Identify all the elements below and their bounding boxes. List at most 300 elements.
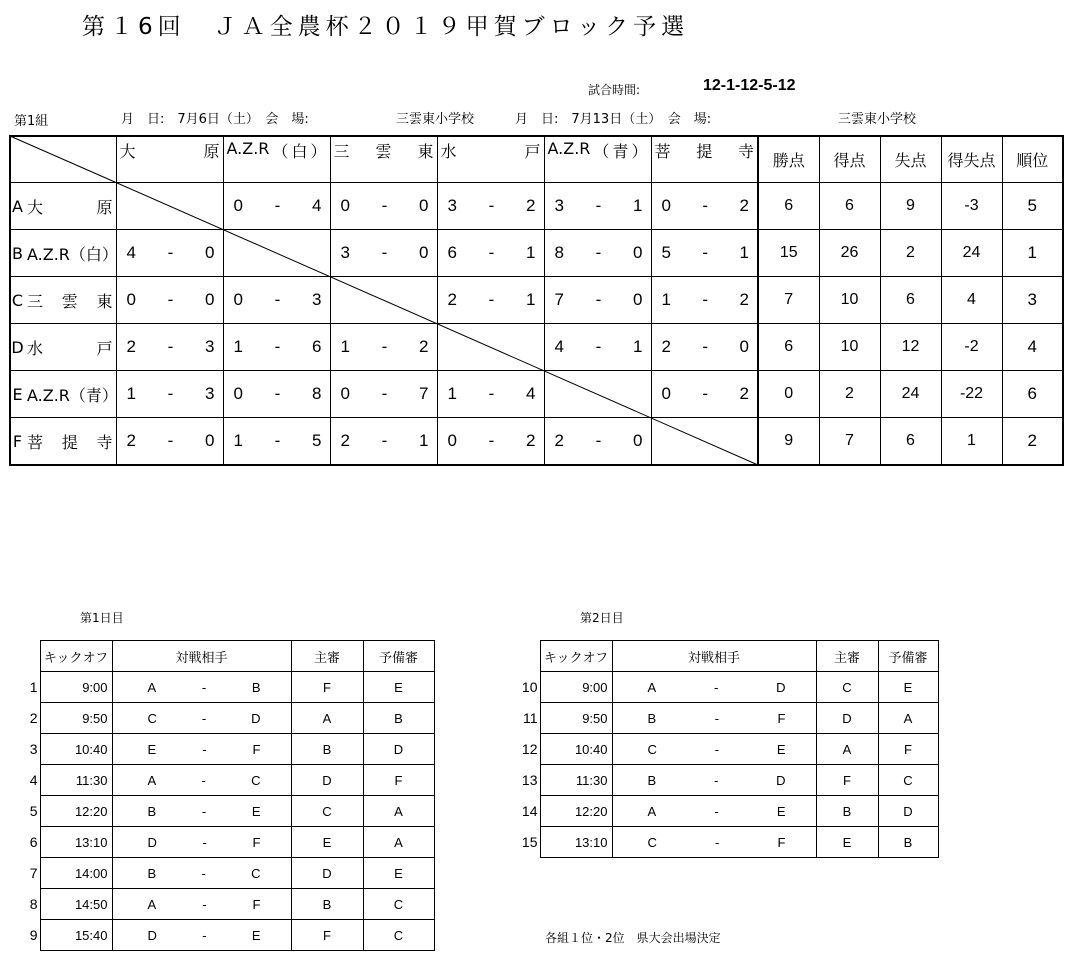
stat-value-text: 6 [1027, 384, 1037, 403]
match-away: D [776, 679, 786, 695]
score-away: 6 [312, 337, 322, 356]
score-dash: - [381, 431, 388, 450]
score-away: 2 [419, 337, 429, 356]
referee [291, 703, 363, 734]
match-number [511, 765, 540, 796]
score-home: 3 [447, 196, 457, 215]
match-dash: - [713, 679, 719, 695]
group-label: 第1組 [14, 114, 49, 129]
score-dash: - [595, 290, 602, 309]
score-dash: - [702, 243, 709, 262]
day1-schedule-table [14, 640, 435, 951]
reserve-referee-text: E [394, 679, 403, 695]
match-number [14, 858, 40, 889]
match-header [112, 641, 291, 672]
stat-value-text: 9 [906, 197, 915, 214]
row-letter-text: C [11, 290, 24, 310]
kickoff-time [40, 796, 112, 827]
stat-value-text: -3 [964, 197, 979, 214]
row-letter-text: E [12, 384, 23, 404]
score-home: 6 [447, 243, 457, 262]
referee-text: D [842, 710, 852, 726]
score-home: 1 [447, 384, 457, 403]
referee-text: F [843, 772, 851, 788]
reserve-referee-text: D [903, 803, 913, 819]
match-pair [112, 672, 291, 703]
score-home: 0 [233, 196, 243, 215]
match-away: C [251, 772, 261, 788]
score-dash: - [274, 196, 281, 215]
score-home: 0 [233, 384, 243, 403]
stat-value-text: 1 [967, 432, 976, 449]
schedule-row [14, 672, 434, 703]
kickoff-time [40, 703, 112, 734]
kickoff-time-text: 9:00 [82, 679, 108, 695]
schedule-header-row [511, 641, 938, 672]
referee-text: D [322, 772, 332, 788]
schedule-row [14, 703, 434, 734]
column-header-part: 水 [440, 142, 457, 161]
score-home: 4 [126, 243, 136, 262]
row-letter-text: A [12, 196, 23, 216]
score-dash: - [702, 337, 709, 356]
schedule-row [511, 796, 938, 827]
match-pair [612, 765, 816, 796]
match-home: A [647, 679, 657, 695]
kickoff-time-text: 13:10 [74, 834, 108, 850]
column-header-part: ） [310, 142, 327, 161]
match-number [14, 796, 40, 827]
stat-value-text: 1 [1027, 243, 1037, 262]
reserve-referee-text: E [394, 865, 403, 881]
match-number [14, 827, 40, 858]
match-pair [112, 703, 291, 734]
referee [291, 765, 363, 796]
row-team-name-part: 原 [96, 197, 113, 217]
score-dash: - [167, 337, 174, 356]
referee [816, 827, 878, 858]
match-home: B [147, 865, 157, 881]
column-header-part: 大 [119, 142, 136, 161]
score-dash: - [488, 384, 495, 403]
score-away: 0 [633, 290, 643, 309]
score-dash: - [702, 384, 709, 403]
reserve-referee-header-label: 予備審 [378, 649, 418, 665]
kickoff-time-text: 9:50 [582, 710, 608, 726]
match-home: A [147, 772, 157, 788]
kickoff-time [540, 672, 612, 703]
schedule-row [14, 858, 434, 889]
empty-cell [511, 641, 540, 672]
referee-text: E [322, 834, 332, 850]
score-dash: - [381, 196, 388, 215]
score-home: 2 [126, 431, 136, 450]
score-home: 7 [554, 290, 564, 309]
reserve-referee-text: C [393, 896, 404, 912]
match-number [14, 672, 40, 703]
stat-value-text: 2 [1027, 431, 1037, 450]
score-home: 0 [340, 384, 350, 403]
reserve-referee-header [878, 641, 938, 672]
column-header-part: 菩 [654, 142, 671, 161]
reserve-referee [363, 765, 434, 796]
match-pair [112, 858, 291, 889]
score-away: 3 [205, 384, 215, 403]
stat-value-text: 7 [845, 432, 854, 449]
schedule-row [14, 765, 434, 796]
match-number-text: 12 [521, 741, 538, 757]
stat-value-text: 2 [845, 385, 854, 402]
score-away: 4 [312, 196, 322, 215]
match-home: B [647, 710, 657, 726]
column-header-part: 三 [333, 142, 350, 161]
match-number-text: 5 [29, 803, 38, 819]
match-dash: - [714, 803, 719, 819]
reserve-referee-text: A [903, 710, 913, 726]
referee [816, 672, 878, 703]
qualification-note: 各組１位・2位 県大会出場決定 [545, 931, 721, 945]
reserve-referee [363, 796, 434, 827]
match-number [14, 765, 40, 796]
match-time-label: 試合時間: [588, 83, 641, 97]
score-home: 1 [126, 384, 136, 403]
score-dash: - [595, 196, 602, 215]
score-dash: - [381, 337, 388, 356]
score-dash: - [167, 243, 174, 262]
referee [291, 858, 363, 889]
score-dash: - [381, 243, 388, 262]
kickoff-header [40, 641, 112, 672]
column-header-part: A.Z.R [226, 139, 270, 158]
reserve-referee-text: A [394, 803, 403, 819]
match-home: E [147, 741, 157, 757]
match-home: C [647, 741, 657, 757]
schedule-row [14, 734, 434, 765]
stat-value-text: 6 [784, 197, 794, 214]
column-header-part: （ [593, 142, 610, 161]
referee [291, 920, 363, 951]
schedule-row [511, 765, 938, 796]
score-away: 7 [419, 384, 429, 403]
kickoff-time-text: 14:00 [74, 865, 108, 881]
match-away: E [251, 803, 261, 819]
reserve-referee-header-label: 予備審 [888, 649, 928, 665]
score-dash: - [274, 290, 281, 309]
match-time-value: 12-1-12-5-12 [703, 77, 796, 94]
score-home: 1 [233, 431, 243, 450]
match-home: B [147, 803, 157, 819]
match-home: A [647, 803, 657, 819]
referee [816, 765, 878, 796]
referee [816, 703, 878, 734]
kickoff-header-label: キックオフ [43, 649, 109, 665]
date-venue-label-1: 月 日: 7月6日（土） 会 場: [121, 112, 309, 127]
score-away: 3 [205, 337, 215, 356]
column-header-part: ） [631, 142, 648, 161]
column-header-part: 原 [203, 142, 220, 161]
kickoff-time [40, 827, 112, 858]
score-home: 0 [126, 290, 136, 309]
kickoff-time [40, 765, 112, 796]
column-header-part: 雲 [375, 142, 392, 161]
match-away: E [251, 927, 261, 943]
match-pair [112, 889, 291, 920]
score-home: 8 [554, 243, 564, 262]
schedule-row [14, 796, 434, 827]
score-away: 2 [526, 196, 536, 215]
score-away: 0 [205, 431, 215, 450]
score-dash: - [488, 290, 495, 309]
kickoff-header [540, 641, 612, 672]
score-home: 2 [126, 337, 136, 356]
referee-text: A [322, 710, 332, 726]
page-title: 第１6回 ＪＡ全農杯２０１９甲賀ブロック予選 [82, 14, 690, 40]
schedule-row [511, 703, 938, 734]
match-pair [112, 765, 291, 796]
score-dash: - [595, 243, 602, 262]
column-header-part: 寺 [737, 142, 754, 161]
reserve-referee-text: C [393, 927, 404, 943]
stat-header-label: 順位 [1016, 151, 1049, 170]
reserve-referee-text: E [903, 679, 913, 695]
referee-header [291, 641, 363, 672]
row-team-name-part: 菩 [27, 432, 44, 452]
score-away: 0 [633, 431, 643, 450]
day1-label: 第1日目 [80, 611, 124, 625]
score-home: 1 [233, 337, 243, 356]
score-dash: - [488, 243, 495, 262]
score-away: 5 [312, 431, 322, 450]
score-away: 0 [419, 243, 429, 262]
score-home: 3 [340, 243, 350, 262]
stat-value-text: 10 [840, 338, 859, 355]
referee [291, 796, 363, 827]
reserve-referee-text: A [394, 834, 403, 850]
schedule-row [14, 827, 434, 858]
row-team-name-part: 提 [61, 432, 78, 452]
referee [291, 672, 363, 703]
score-home: 5 [661, 243, 671, 262]
reserve-referee-text: F [394, 772, 403, 788]
match-number-text: 2 [29, 710, 38, 726]
stat-value-text: 12 [901, 338, 920, 355]
row-letter-text: D [11, 337, 24, 357]
match-dash: - [202, 834, 207, 850]
score-away: 4 [526, 384, 536, 403]
stat-value-text: 4 [967, 291, 976, 308]
kickoff-time-text: 10:40 [574, 741, 608, 757]
row-team-name-part: 戸 [96, 338, 113, 358]
score-dash: - [488, 196, 495, 215]
reserve-referee [878, 703, 938, 734]
referee-text: B [322, 896, 332, 912]
match-dash: - [201, 803, 207, 819]
score-away: 2 [739, 290, 749, 309]
referee-header [816, 641, 878, 672]
referee-text: A [842, 741, 852, 757]
score-home: 2 [340, 431, 350, 450]
match-number-text: 3 [29, 741, 38, 757]
stat-value-text: 4 [1027, 337, 1037, 356]
stat-header-label: 得失点 [947, 151, 996, 170]
match-number [511, 703, 540, 734]
score-away: 0 [633, 243, 643, 262]
match-pair [112, 920, 291, 951]
stat-value-text: 5 [1027, 196, 1037, 215]
score-dash: - [488, 431, 495, 450]
match-home: B [647, 772, 657, 788]
match-pair [112, 827, 291, 858]
venue-2: 三雲東小学校 [838, 112, 917, 127]
schedule-row [14, 889, 434, 920]
kickoff-time [40, 734, 112, 765]
stat-header-label: 得点 [833, 151, 866, 170]
match-header [612, 641, 816, 672]
day2-label: 第2日目 [580, 611, 624, 625]
referee [291, 889, 363, 920]
score-home: 2 [447, 290, 457, 309]
reserve-referee-text: C [903, 772, 913, 788]
match-number [511, 796, 540, 827]
referee-text: B [842, 803, 852, 819]
match-number-text: 10 [521, 679, 538, 695]
kickoff-time-text: 12:20 [574, 803, 608, 819]
stat-value-text: 2 [906, 244, 915, 261]
match-pair [612, 703, 816, 734]
reserve-referee [363, 858, 434, 889]
score-away: 2 [739, 196, 749, 215]
stat-value-text: 0 [784, 385, 794, 402]
referee [816, 796, 878, 827]
schedule-row [511, 734, 938, 765]
score-away: 0 [419, 196, 429, 215]
reserve-referee-text: B [394, 710, 403, 726]
row-team-name-part: 水 [27, 338, 44, 358]
reserve-referee [363, 703, 434, 734]
kickoff-time-text: 15:40 [74, 927, 108, 943]
match-home: A [147, 679, 157, 695]
match-pair [112, 734, 291, 765]
score-home: 4 [554, 337, 564, 356]
stat-value-text: -2 [964, 338, 979, 355]
score-away: 2 [739, 384, 749, 403]
referee [816, 734, 878, 765]
match-home: D [147, 927, 157, 943]
match-number [511, 827, 540, 858]
score-home: 0 [661, 196, 671, 215]
kickoff-header-label: キックオフ [543, 649, 609, 665]
stat-value-text: 6 [845, 197, 854, 214]
referee-text: C [842, 679, 852, 695]
row-team-name-part: 寺 [96, 432, 113, 452]
stat-value-text: 3 [1027, 290, 1037, 309]
referee-text: F [323, 679, 331, 695]
match-header-label: 対戦相手 [175, 649, 228, 665]
stat-value-text: 6 [906, 291, 915, 308]
referee [291, 827, 363, 858]
match-away: F [252, 896, 261, 912]
score-dash: - [167, 384, 174, 403]
match-number-text: 8 [29, 896, 38, 912]
reserve-referee [363, 672, 434, 703]
match-dash: - [714, 741, 720, 757]
column-header-part: 東 [417, 142, 434, 161]
kickoff-time-text: 9:00 [582, 679, 608, 695]
schedule-row [14, 920, 434, 951]
column-header-part: A.Z.R [547, 139, 591, 158]
score-dash: - [274, 337, 281, 356]
referee-header-label: 主審 [313, 649, 340, 665]
match-away: F [777, 710, 786, 726]
score-away: 8 [312, 384, 322, 403]
kickoff-time [540, 765, 612, 796]
match-away: E [776, 741, 786, 757]
score-away: 1 [419, 431, 429, 450]
match-pair [112, 796, 291, 827]
score-away: 0 [205, 243, 215, 262]
match-number [14, 703, 40, 734]
match-number-text: 11 [522, 710, 538, 726]
row-team-name-part: 大 [27, 197, 44, 217]
match-away: F [252, 834, 261, 850]
schedule-row [511, 672, 938, 703]
row-team-name-part: 雲 [61, 291, 78, 311]
stat-value-text: 6 [906, 432, 915, 449]
match-away: F [252, 741, 261, 757]
schedule-row [511, 827, 938, 858]
referee [291, 734, 363, 765]
reserve-referee-text: B [903, 834, 913, 850]
reserve-referee-header [363, 641, 434, 672]
kickoff-time [40, 858, 112, 889]
score-dash: - [702, 290, 709, 309]
kickoff-time-text: 11:30 [575, 772, 608, 788]
score-home: 2 [661, 337, 671, 356]
score-home: 2 [554, 431, 564, 450]
score-dash: - [381, 384, 388, 403]
score-dash: - [274, 384, 281, 403]
match-number [511, 672, 540, 703]
row-team-name-part: A.Z.R（青） [27, 385, 118, 405]
score-home: 0 [233, 290, 243, 309]
match-number [14, 920, 40, 951]
stat-value-text: 24 [901, 385, 920, 402]
empty-cell [14, 641, 40, 672]
corner-diagonal-line [10, 136, 116, 183]
score-home: 3 [554, 196, 564, 215]
stat-value-text: 15 [779, 244, 798, 261]
kickoff-time [40, 920, 112, 951]
score-home: 0 [447, 431, 457, 450]
match-number [14, 734, 40, 765]
kickoff-time [40, 889, 112, 920]
score-home: 1 [340, 337, 350, 356]
match-away: D [251, 710, 261, 726]
match-dash: - [713, 772, 719, 788]
match-dash: - [202, 896, 207, 912]
row-letter-text: F [12, 431, 23, 451]
match-number-text: 7 [29, 865, 38, 881]
referee-text: D [322, 865, 332, 881]
match-number-text: 15 [521, 834, 538, 850]
column-header-part: 提 [696, 142, 713, 161]
score-home: 0 [661, 384, 671, 403]
kickoff-time-text: 14:50 [74, 896, 108, 912]
match-pair [612, 734, 816, 765]
match-number-text: 13 [521, 772, 538, 788]
stat-value-text: -22 [959, 385, 984, 402]
reserve-referee [878, 765, 938, 796]
